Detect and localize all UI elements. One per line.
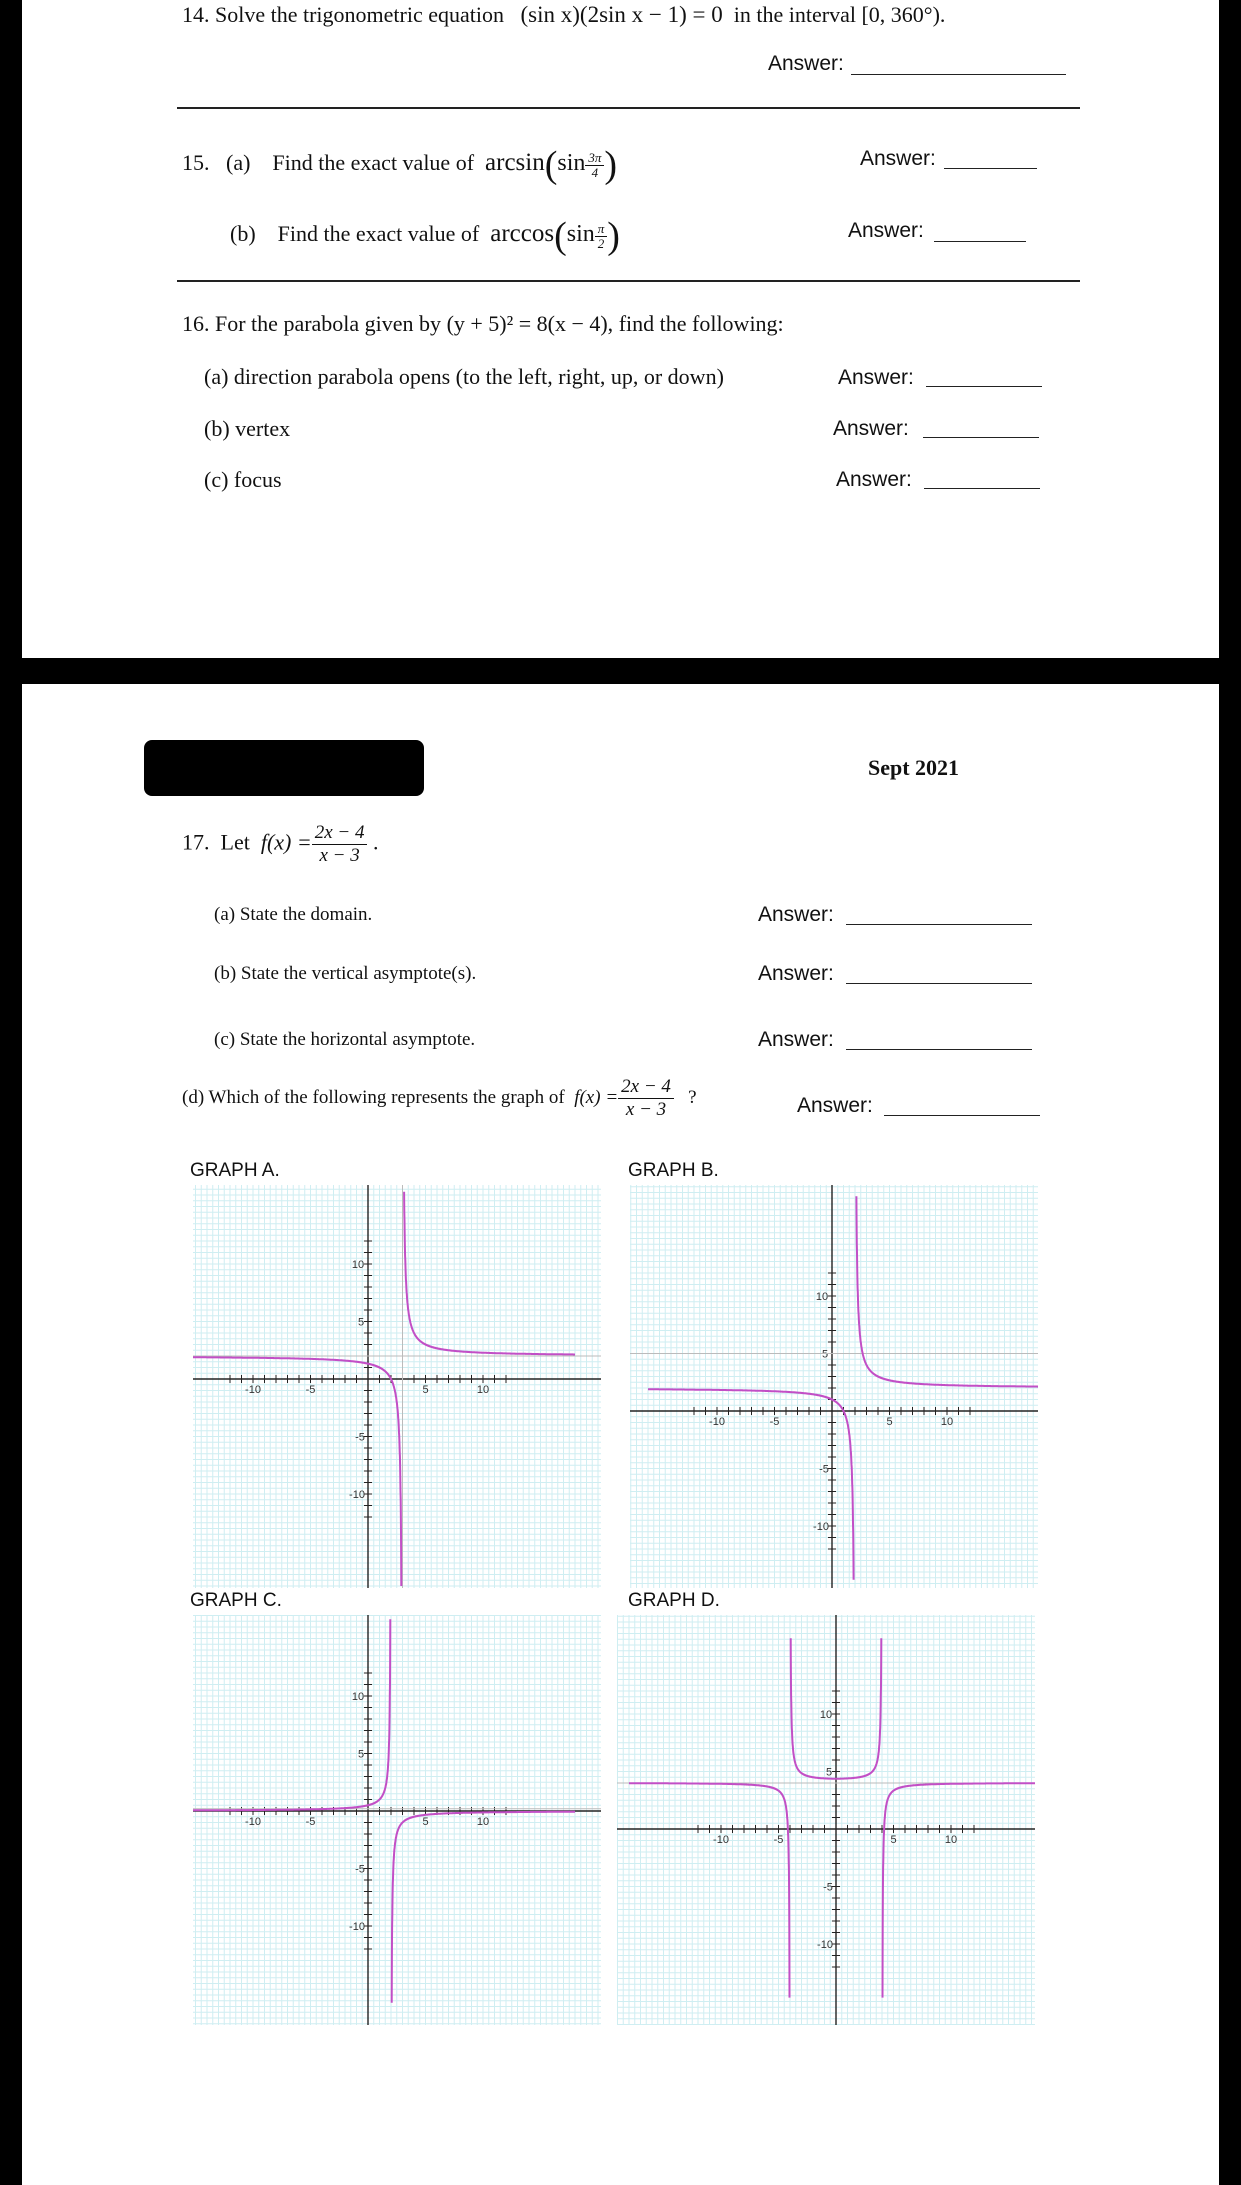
graph-c-label: GRAPH C. [190,1590,282,1611]
q17-b-text: (b) State the vertical asymptote(s). [214,963,477,984]
q16-a-answer-label: Answer: [838,366,914,389]
q15-a-line [182,143,617,187]
q17-c-answer-label: Answer: [758,1028,834,1051]
q17-let: Let [220,829,250,855]
x-tick-label: -5 [769,1416,780,1428]
q16-c-answer-line[interactable] [924,488,1040,489]
y-tick-label: 10 [351,1691,365,1703]
q15-a-fraction [585,151,604,180]
q17-d-fraction [618,1076,674,1121]
q17-c-text: (c) State the horizontal asymptote. [214,1029,476,1050]
q17-a-answer-line[interactable] [846,924,1032,925]
q17-d-answer-label: Answer: [797,1094,873,1117]
x-tick-label: 5 [886,1416,893,1428]
x-tick-label: -5 [305,1816,316,1828]
left-paren: ( [544,144,558,186]
q17-a-text: (a) State the domain. [214,904,373,925]
y-tick-label: 5 [821,1348,829,1361]
q15-b-answer-line[interactable] [934,241,1026,242]
q15-a-sin: sin [557,150,586,177]
x-tick-label: -10 [713,1834,729,1846]
q17-a-answer-label: Answer: [758,903,834,926]
x-tick-label: 10 [940,1416,954,1428]
q15-a-label: (a) [226,150,251,176]
x-tick-label: -10 [709,1416,725,1428]
q16-prompt-post: find the following: [618,311,784,336]
q15-a-num: 3π [585,151,604,166]
y-tick-label: 10 [815,1291,829,1303]
right-paren: ) [607,215,620,257]
q17-d-text: (d) Which of the following represents the graph of [182,1086,565,1108]
q15-b-label: (b) [230,221,256,247]
x-tick-label: 5 [890,1834,897,1846]
graph-c[interactable] [193,1615,601,2025]
q15-b-line [230,214,620,258]
redacted-name-block [144,740,424,796]
x-tick-label: 5 [422,1816,429,1828]
y-tick-label: -5 [355,1431,365,1444]
q15-b-text: Find the exact value of [277,221,480,247]
graph-b[interactable] [630,1185,1038,1588]
q16-c-answer-label: Answer: [836,468,912,491]
q16-b-text: (b) vertex [204,416,291,441]
q17-b-answer-label: Answer: [758,962,834,985]
q17-d-question-mark: ? [688,1086,697,1108]
graph-a[interactable] [193,1185,601,1588]
x-tick-label: 5 [422,1384,429,1396]
q17-num: 2x − 4 [312,822,368,845]
q15-a-answer-line[interactable] [944,168,1037,169]
q16-equation: (y + 5)² = 8(x − 4), [446,311,614,336]
q16-b-answer-line[interactable] [923,437,1039,438]
graph-b-label: GRAPH B. [628,1160,719,1181]
y-tick-label: -10 [813,1521,829,1533]
worksheet-page-1 [22,0,1219,658]
q14-line [182,2,945,28]
divider [177,107,1080,109]
q15-a-answer-label: Answer: [860,147,936,170]
q16-a-text: (a) direction parabola opens (to the left, right, up, or down) [204,364,724,389]
graph-d-label: GRAPH D. [628,1590,720,1611]
y-tick-label: 10 [351,1259,365,1271]
q14-prompt: Solve the trigonometric equation [215,2,504,27]
q15-b-fraction [595,222,608,251]
y-tick-label: -5 [819,1463,829,1476]
q15-number: 15. [182,150,210,176]
x-tick-label: -10 [245,1816,261,1828]
q14-equation: (sin x)(2sin x − 1) = 0 [520,2,723,27]
q15-b-num: π [595,222,608,237]
q17-d-den: x − 3 [625,1099,667,1120]
q17-d-num: 2x − 4 [618,1076,674,1099]
q17-period: . [372,829,379,855]
q15-b-func: arccos [490,220,555,248]
header-date: Sept 2021 [868,755,960,780]
q15-a-func: arcsin [485,149,545,177]
function-curve [193,1619,390,1810]
graph-a-label: GRAPH A. [190,1160,280,1181]
q14-number: 14. [182,2,210,27]
worksheet-page-2 [22,684,1219,2185]
y-tick-label: -5 [823,1881,833,1894]
y-tick-label: -10 [349,1921,365,1933]
q16-line [182,311,784,337]
q15-b-den: 2 [597,235,605,251]
q14-answer-line[interactable] [851,74,1066,75]
q17-number: 17. [182,829,210,855]
y-tick-label: 5 [357,1748,365,1761]
function-curve [404,1192,575,1355]
q16-c-text: (c) focus [204,467,282,492]
left-paren: ( [554,215,567,257]
q15-b-answer-label: Answer: [848,219,924,242]
q15-a-den: 4 [591,164,599,180]
q17-c-answer-line[interactable] [846,1049,1032,1050]
q17-line [182,822,378,867]
q15-b-sin: sin [566,221,595,248]
q17-fx: f(x) = [260,829,312,855]
x-tick-label: -5 [773,1834,784,1846]
q17-d-fx: f(x) = [574,1086,619,1108]
q16-prompt-pre: For the parabola given by [215,311,442,336]
x-tick-label: 10 [476,1384,490,1396]
q16-number: 16. [182,311,210,336]
q17-d-line [182,1076,697,1121]
y-tick-label: 5 [825,1766,833,1779]
divider [177,280,1080,282]
q15-a-text: Find the exact value of [272,150,475,176]
y-tick-label: 10 [819,1709,833,1721]
q17-den: x − 3 [319,845,360,866]
q17-b-answer-line[interactable] [846,983,1032,984]
y-tick-label: -10 [817,1939,833,1951]
x-tick-label: 10 [476,1816,490,1828]
q16-b-answer-label: Answer: [833,417,909,440]
q17-d-answer-line[interactable] [884,1115,1040,1116]
function-curve [648,1389,854,1579]
right-paren: ) [604,144,618,186]
x-tick-label: 10 [944,1834,958,1846]
y-tick-label: -5 [355,1863,365,1876]
graph-d[interactable] [617,1615,1035,2025]
x-tick-label: -10 [245,1384,261,1396]
y-tick-label: 5 [357,1316,365,1329]
q14-interval: in the interval [0, 360°). [733,2,946,27]
x-tick-label: -5 [305,1384,316,1396]
q14-answer-label: Answer: [768,52,844,75]
q16-a-answer-line[interactable] [926,386,1042,387]
q17-fraction [312,822,368,867]
y-tick-label: -10 [349,1489,365,1501]
